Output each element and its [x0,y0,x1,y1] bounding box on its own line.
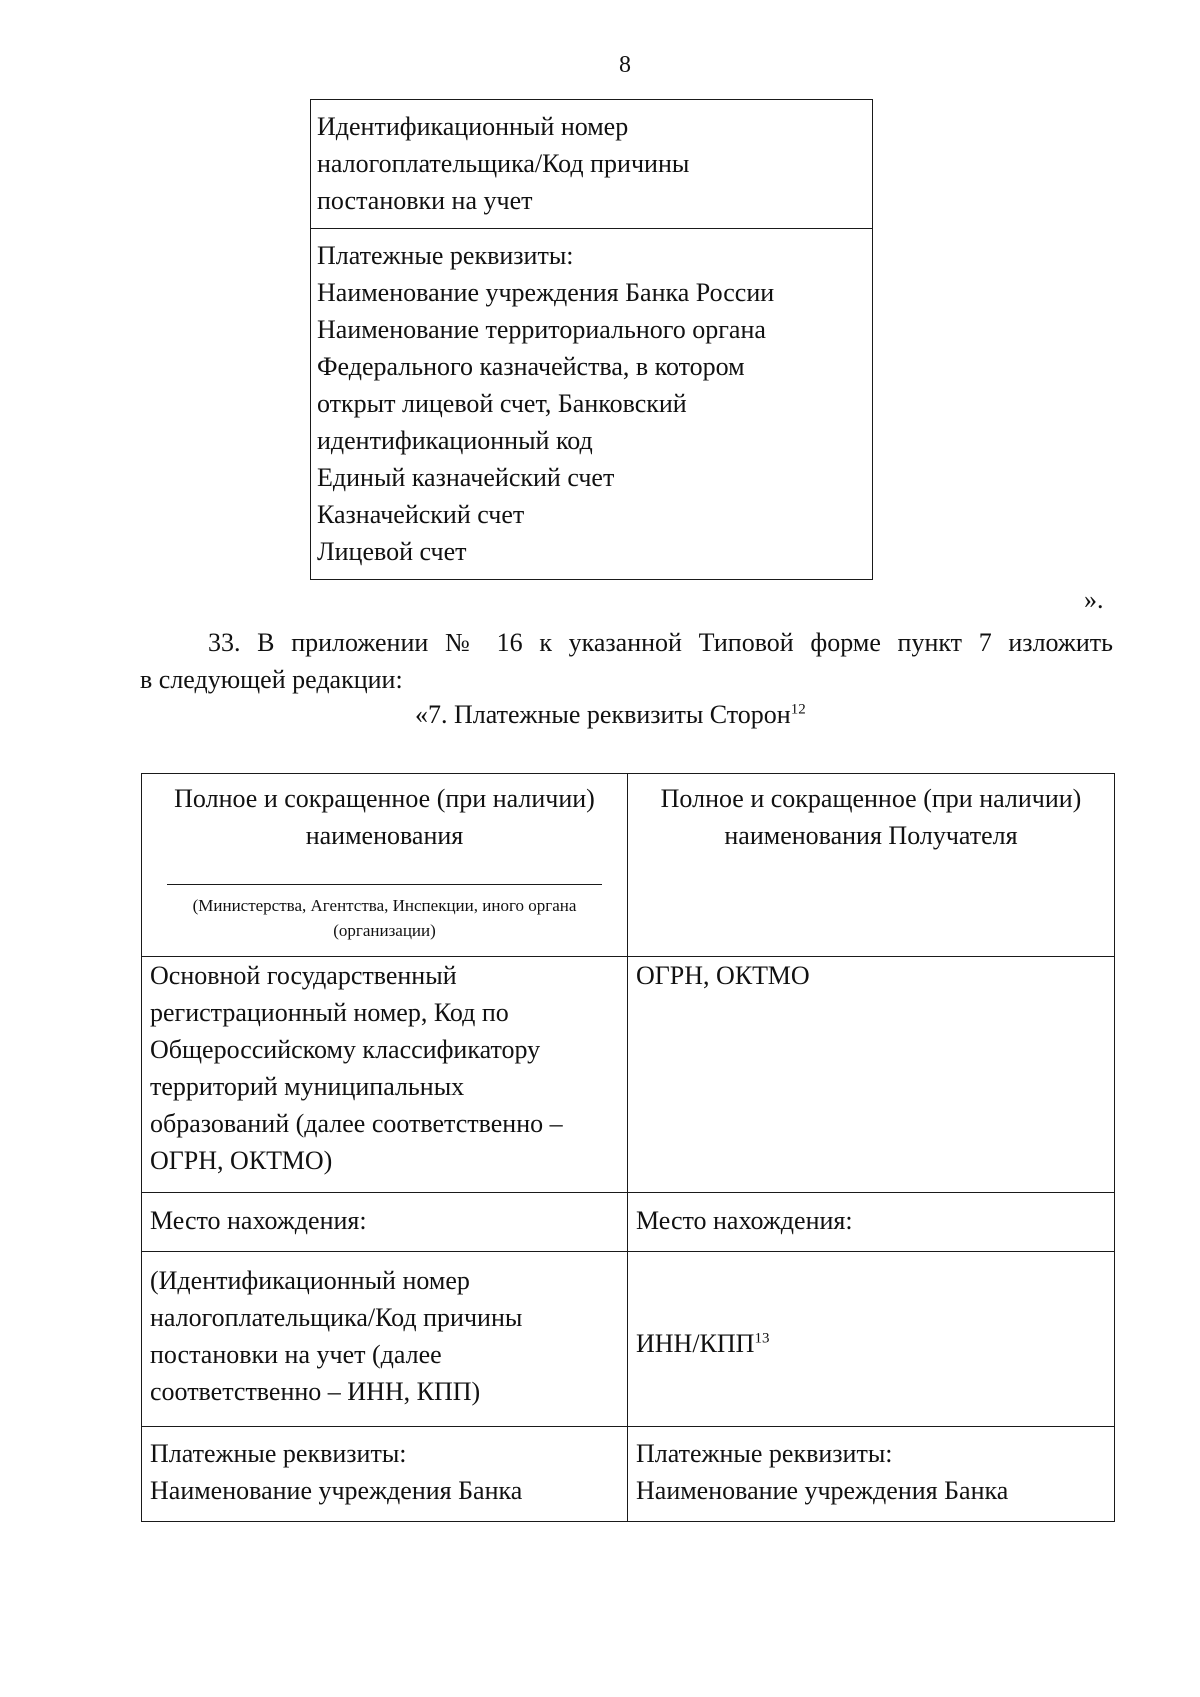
table-row [142,1427,1115,1522]
header-line: Полное и сокращенное (при наличии) [660,784,1082,813]
payment-requisites-line: Лицевой счет [317,537,467,566]
footnote-ref: 13 [754,1330,770,1347]
ogrn-line: Общероссийскому классификатору [150,1035,541,1064]
header-note-line: (организации) [333,921,436,940]
header-cell-right [628,774,1115,957]
table-row [142,1252,1115,1427]
blank-fill-line [167,884,602,885]
parties-requisites-table [141,773,1115,1522]
table-row [142,957,1115,1193]
header-line: наименования [305,821,464,850]
ogrn-line: образований (далее соответственно – [150,1109,563,1138]
address-cell-right: Место нахождения: [628,1193,1115,1252]
amendment-paragraph [140,624,1113,698]
header-note [150,893,619,943]
inn-cell-right [628,1252,1115,1427]
paragraph-line: в следующей редакции: [140,665,403,694]
header-note-line: (Министерства, Агентства, Инспекции, иного органа [192,896,577,915]
payment-requisites-line: Платежные реквизиты: [317,241,574,270]
paragraph-line: 33. В приложении № 16 к указанной Типовой форме пункт 7 изложить [208,628,1113,657]
ogrn-line: ОГРН, ОКТМО) [150,1146,333,1175]
table-row [142,1193,1115,1252]
footnote-ref: 12 [790,701,806,718]
payment-line: Платежные реквизиты: [150,1439,407,1468]
address-cell-left: Место нахождения: [142,1193,628,1252]
table-row [142,774,1115,957]
payment-requisites-line: Наименование территориального органа [317,315,766,344]
inn-kpp-line: налогоплательщика/Код причины [317,149,690,178]
header-cell-left [142,774,628,957]
inn-line: постановки на учет (далее [150,1340,442,1369]
inn-line: налогоплательщика/Код причины [150,1303,523,1332]
ogrn-line: территорий муниципальных [150,1072,465,1101]
payment-requisites-line: Единый казначейский счет [317,463,615,492]
payment-requisites-line: Наименование учреждения Банка России [317,278,775,307]
payment-line: Платежные реквизиты: [636,1439,893,1468]
recipient-requisites-table-continued [310,99,873,580]
payment-line: Наименование учреждения Банка [150,1476,523,1505]
inn-cell-left [142,1252,628,1427]
payment-cell-left [142,1427,628,1522]
closing-quote: ». [1084,585,1104,614]
ogrn-line: регистрационный номер, Код по [150,998,509,1027]
payment-cell-right [628,1427,1115,1522]
section-heading [415,700,806,730]
header-line: Полное и сокращенное (при наличии) [174,784,595,813]
payment-requisites-line: Казначейский счет [317,500,525,529]
inn-kpp-line: Идентификационный номер [317,112,629,141]
header-line: наименования Получателя [724,821,1018,850]
payment-requisites-line: открыт лицевой счет, Банковский [317,389,687,418]
payment-requisites-line: Федерального казначейства, в котором [317,352,745,381]
section-heading-text: «7. Платежные реквизиты Сторон [415,700,791,729]
ogrn-cell-right [628,957,1115,1193]
ogrn-cell-left [142,957,628,1193]
inn-line: соответственно – ИНН, КПП) [150,1377,481,1406]
inn-kpp-cell [311,100,872,228]
inn-value [636,1325,769,1362]
inn-kpp-line: постановки на учет [317,186,533,215]
ogrn-value: ОГРН, ОКТМО [636,961,810,990]
ogrn-line: Основной государственный [150,961,457,990]
page-number: 8 [619,52,631,78]
payment-line: Наименование учреждения Банка [636,1476,1009,1505]
payment-requisites-line: идентификационный код [317,426,593,455]
payment-requisites-cell [311,228,872,579]
inn-value-text: ИНН/КПП [636,1329,755,1358]
inn-line: (Идентификационный номер [150,1266,470,1295]
